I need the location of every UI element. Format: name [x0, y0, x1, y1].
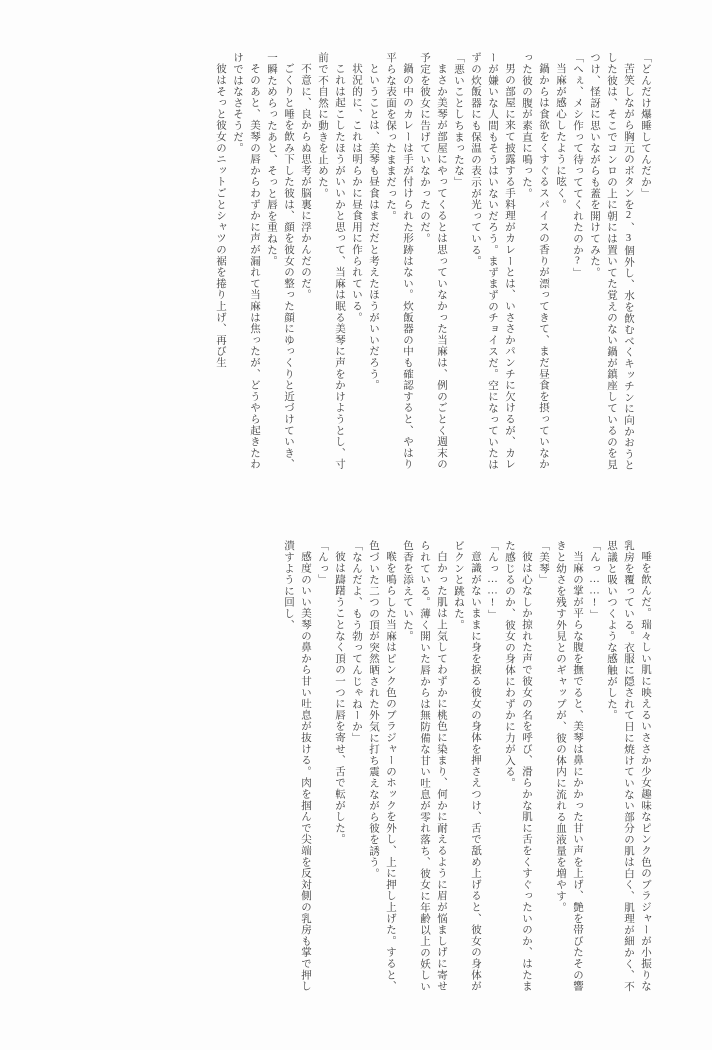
paragraph: 「どんだけ爆睡してんだか」 — [640, 52, 651, 199]
paragraph: 唾を飲んだ。瑞々しい肌に映えるいささか少女趣味なピンク色のブラジャーが小振りな乳房を覆っている。衣服に隠されて日に焼けていない部分の肌は白く、肌理が細かく、不思議と吸いつくような感触がした。 — [606, 540, 651, 992]
paragraph: 「んっ……!」 — [589, 540, 600, 621]
paragraph: まさか美琴が部屋にやってくるとは思っていなかった当麻は、例のごとく週末の予定を彼女に告げていなかったのだ。 — [419, 52, 447, 470]
paragraph: ごくりと唾を飲み下した彼は、顔を彼女の整った顔にゆっくりと近づけていき、一瞬ためらったあと、そっと唇を重ねた。 — [266, 52, 294, 470]
paragraph: ということは、美琴も昼食はまだだと考えたほうがいいだろう。 — [368, 62, 379, 391]
paragraph: 当麻が感心したように呟く。 — [555, 62, 566, 210]
paragraph: 「へぇ、メシ作って待っててくれたのか?」 — [572, 52, 583, 279]
paragraph: 喉を鳴らした当麻はピンク色のブラジャーのホックを外し、上に押し上げた。すると、色づいた二つの頂が突然晒された外気に打ち震えながら彼を誘う。 — [368, 540, 396, 992]
paragraph: 白かった肌は上気してわずかに桃色に染まり、何かに耐えるように眉が悩ましげに寄せられている。薄く開いた唇からは無防備な甘い吐息が零れ落ち、彼女に年齢以上の妖しい色香を添えていた。 — [402, 540, 447, 992]
paragraph: 「なんだよ、もう勃ってんじゃねーか」 — [351, 540, 362, 744]
paragraph: 彼は躊躇うことなく頂の一つに唇を寄せ、舌で転がした。 — [334, 550, 345, 845]
paragraph: 「美琴」 — [538, 540, 549, 586]
paragraph: 意識がないままに身を捩る彼女の身体を押さえつけ、舌で舐め上げると、彼女の身体がビクンと跳ねた。 — [453, 540, 481, 992]
paragraph: 状況的に、これは明らかに昼食用に作られている。 — [351, 62, 362, 323]
text-block-lower — [280, 540, 654, 995]
paragraph: 感度のいい美琴の鼻から甘い吐息が抜ける。肉を掴んで尖端を反対側の乳房も掌で押し潰すように回し、 — [283, 540, 311, 992]
paragraph: 「んっ……!」 — [487, 540, 498, 621]
paragraph: 苦笑しながら胸元のボタンを2、3個外し、水を飲むべくキッチンに向かおうとした彼は、そこでコンロの上に朝には置いてた覚えのない鍋が鎮座しているのを見つけ、怪訝に思いながらも蓋を開けてみた。 — [589, 52, 634, 471]
paragraph: 不意に、良からぬ思考が脳裏に浮かんだのだ。 — [300, 62, 311, 300]
paragraph: 当麻の掌が平らな腹を撫でると、美琴は鼻にかかった甘い声を上げ、艶を帯びたその響きと幼さを残す外見とのギャップが、彼の体内に流れる血液量を増やす。 — [555, 540, 583, 992]
paragraph: 鍋からは食欲をくすぐるスパイスの香りが漂ってきて、まだ昼食を摂っていなかった彼の腹が素直に鳴った。 — [521, 52, 549, 470]
paragraph: 「んっ」 — [317, 540, 328, 586]
paragraph: 男の部屋に来て披露する手料理がカレーとは、いささかパンチに欠けるが、カレーが嫌いな人間もそうはいないだろう。まずまずのチョイスだ。空になっていたはずの炊飯器にも保温の表示が光っている。 — [470, 52, 515, 471]
paragraph: 「悪いことしちまったな」 — [453, 52, 464, 188]
paragraph: 鍋の中のカレーは手が付けられた形跡はない。炊飯器の中も確認すると、やはり平らな表面を保ったままだった。 — [385, 52, 413, 470]
paragraph: これは起こしたほうがいいかと思って、当麻は眠る美琴に声をかけようとし、寸前で不自然に動きを止めた。 — [317, 52, 345, 470]
text-block-upper — [212, 52, 654, 472]
paragraph: 彼は心なしか掠れた声で彼女の名を呼び、滑らかな肌に舌をくすぐったいのか、はたまた感じるのか、彼女の身体にわずかに力が入る。 — [504, 540, 532, 992]
paragraph: 彼はそっと彼女のニットごとシャツの裾を捲り上げ、再び生 — [215, 62, 226, 368]
paragraph: そのあと、美琴の唇からわずかに声が漏れて当麻は焦ったが、どうやら起きたわけではなさそうだ。 — [232, 52, 260, 470]
